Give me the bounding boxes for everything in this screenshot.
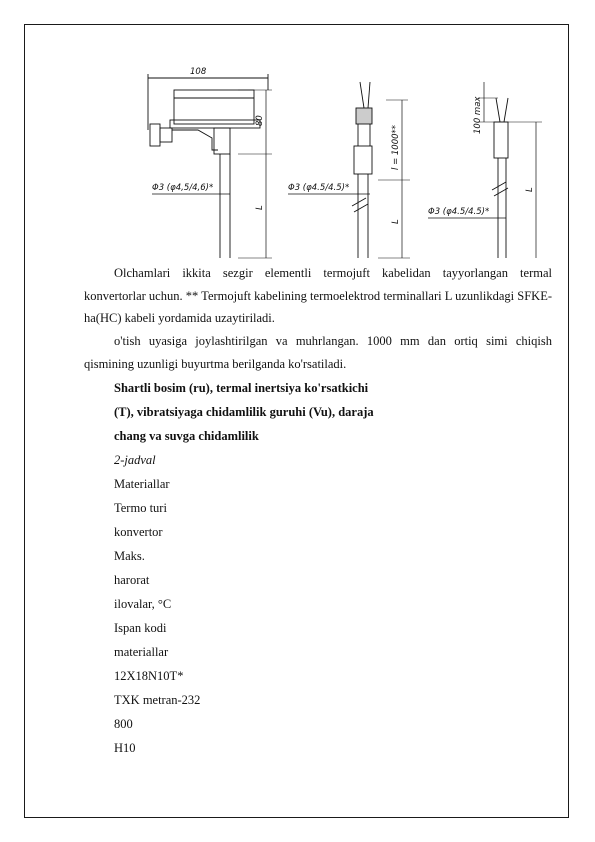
dim-top-right-label: 100 max xyxy=(473,96,483,134)
dim-head-height-label: 80 xyxy=(255,115,265,126)
diameter-right-label: Φ3 (φ4.5/4.5)* xyxy=(428,207,490,217)
table-line: ilovalar, °C xyxy=(114,596,172,611)
table-line: Termo turi xyxy=(114,500,167,515)
table-line: 800 xyxy=(114,716,133,731)
table-line: Materiallar xyxy=(114,476,170,491)
diameter-middle-label: Φ3 (φ4.5/4.5)* xyxy=(288,183,350,193)
paragraph-2: o'tish uyasiga joylashtirilgan va muhrlangan. 1000 mm dan ortiq simi chiqish qismining uzunligi buyurtma berilganda ko'rsatiladi. xyxy=(84,334,552,371)
document-text xyxy=(84,260,552,760)
heading-line-3: chang va suvga chidamlilik xyxy=(114,428,259,443)
dim-length-right-label: L xyxy=(525,187,535,192)
cable-length-label: l = 1000** xyxy=(391,124,401,170)
table-line: TXK metran-232 xyxy=(114,692,201,707)
table-line: H10 xyxy=(114,740,136,755)
table-line: Maks. xyxy=(114,548,145,563)
paragraph-1: Olchamlari ikkita sezgir elementli termojuft kabelidan tayyorlangan termal konvertorlar uchun. ** Termojuft kabelining termoelektrod terminallari L uzunlikdagi SFKE-ha(HC) kabeli yordamida uzaytiriladi. xyxy=(84,266,552,326)
heading-line-2: (T), vibratsiyaga chidamlilik guruhi (Vu), daraja xyxy=(114,404,374,419)
connection-head xyxy=(174,90,254,124)
table-line: Ispan kodi xyxy=(114,620,167,635)
table-line: harorat xyxy=(114,572,150,587)
cable-gland xyxy=(150,124,160,146)
dim-length-left-label: L xyxy=(255,205,265,210)
dim-width-label: 108 xyxy=(190,67,207,77)
diameter-left-label: Φ3 (φ4,5/4,6)* xyxy=(152,183,214,193)
table-line: konvertor xyxy=(114,524,163,539)
dim-length-middle-label: L xyxy=(391,219,401,224)
drawing-svg xyxy=(138,60,558,265)
cable-hatch xyxy=(356,108,372,124)
table-caption: 2-jadval xyxy=(114,452,156,467)
table-line: 12X18N10T* xyxy=(114,668,184,683)
table-line: materiallar xyxy=(114,644,169,659)
heading-line-1: Shartli bosim (ru), termal inertsiya ko'rsatkichi xyxy=(114,380,369,395)
thermocouple-technical-drawing xyxy=(138,60,558,265)
